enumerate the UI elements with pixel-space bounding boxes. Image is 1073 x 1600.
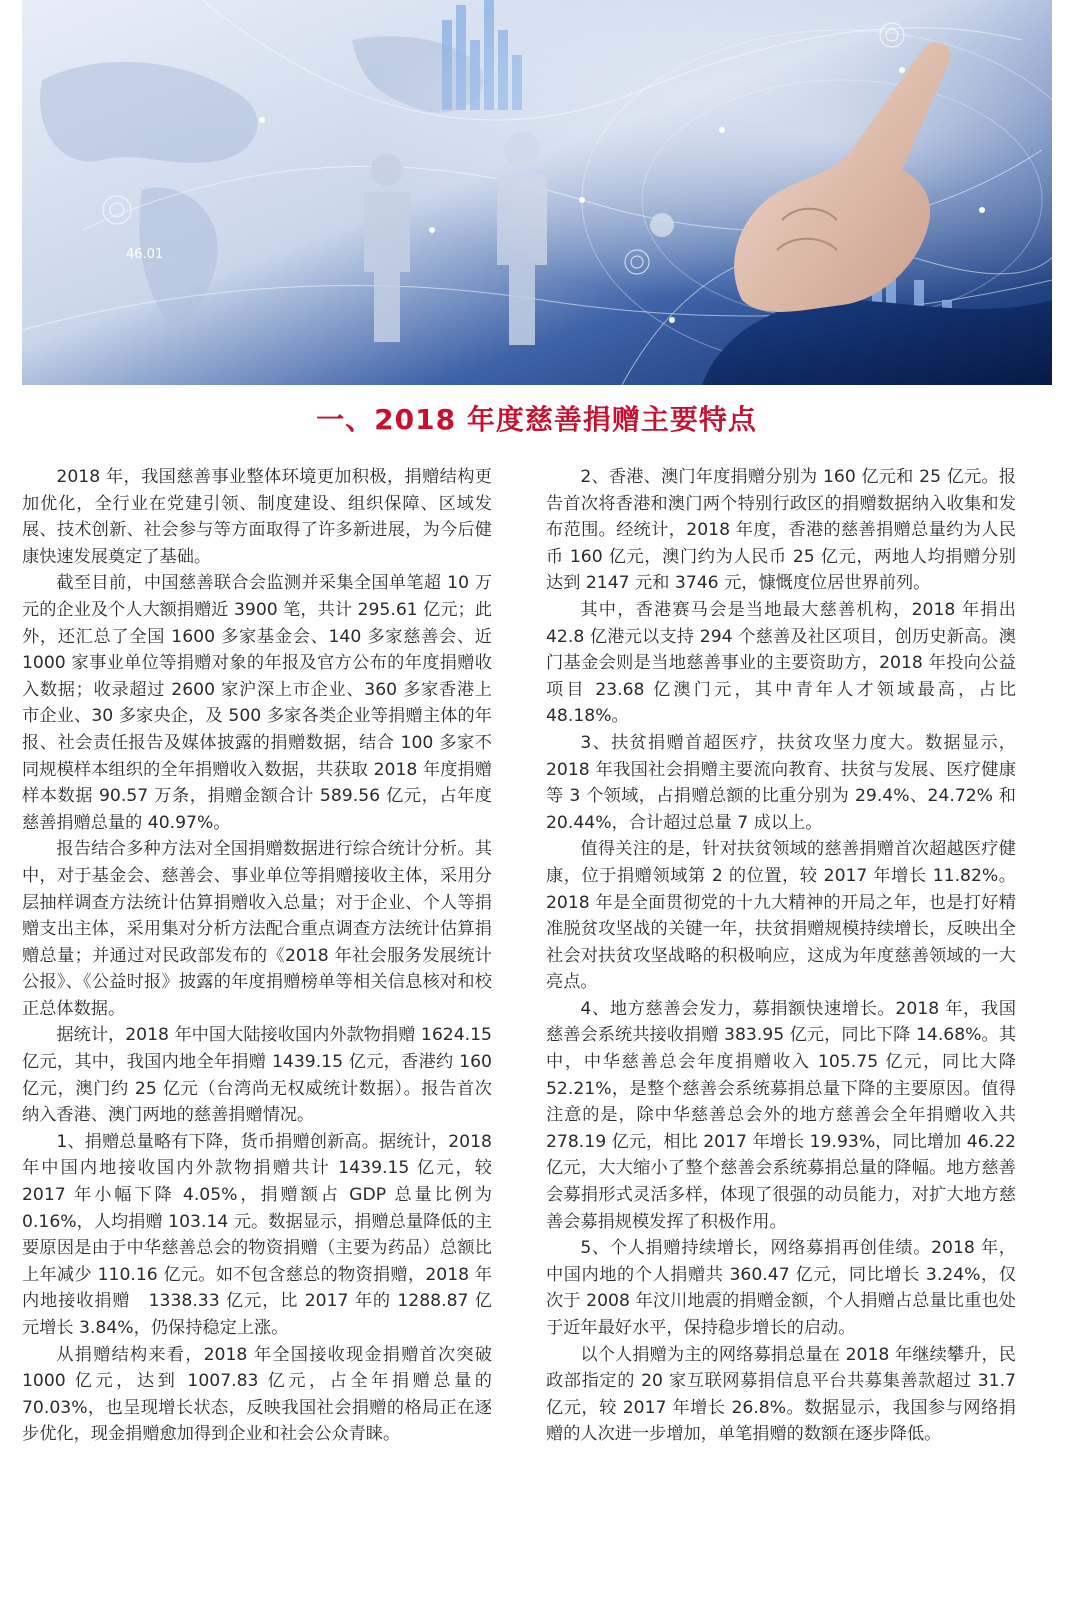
section-title: 一、2018 年度慈善捐赠主要特点 (316, 403, 757, 436)
hero-image (22, 0, 1052, 385)
hero-illustration (22, 0, 1052, 385)
paragraph: 1、捐赠总量略有下降，货币捐赠创新高。据统计，2018 年中国内地接收国内外款物捐赠共计 1439.15 亿元，较 2017 年小幅下降 4.05%，捐赠额占 GDP 总量比例为 0.16%，人均捐赠 103.14 元。数据显示，捐赠总量降低的主要原因是由于中华慈善总会的物资捐赠（主要为药品）总额比上年减少 110.16 亿元。如不包含慈总的物资捐赠，2018 年内地接收捐赠 1338.33 亿元，比 2017 年的 1288.87 亿元增长 3.84%，仍保持稳定上涨。 (22, 1131, 492, 1338)
paragraph: 报告结合多种方法对全国捐赠数据进行综合统计分析。其中，对于基金会、慈善会、事业单位等捐赠接收主体，采用分层抽样调查方法统计估算捐赠收入总量；对于企业、个人等捐赠支出主体，采用集对分析方法配合重点调查方法统计估算捐赠总量；并通过对民政部发布的《2018 年社会服务发展统计公报》、《公益时报》披露的年度捐赠榜单等相关信息核对和校正总体数据。 (22, 839, 492, 1019)
left-column (22, 464, 492, 1448)
paragraph: 截至目前，中国慈善联合会监测并采集全国单笔超 10 万元的企业及个人大额捐赠近 3900 笔，共计 295.61 亿元；此外，还汇总了全国 1600 多家基金会、140 多家慈善会、近 1000 家事业单位等捐赠对象的年报及官方公布的年度捐赠收入数据；收录超过 2600 家沪深上市企业、360 多家香港上市企业、30 多家央企，及 500 多家各类企业等捐赠主体的年报、社会责任报告及媒体披露的捐赠数据，结合 100 多家不同规模样本组织的全年捐赠收入数据，共获取 2018 年度捐赠样本数据 90.57 万条，捐赠金额合计 589.56 亿元，占年度慈善捐赠总量的 40.97%。 (22, 573, 492, 833)
paragraph: 其中，香港赛马会是当地最大慈善机构，2018 年捐出 42.8 亿港元以支持 294 个慈善及社区项目，创历史新高。澳门基金会则是当地慈善事业的主要资助方，2018 年投向公益项目 23.68 亿澳门元，其中青年人才领域最高，占比 48.18%。 (546, 599, 1016, 727)
paragraph: 2018 年，我国慈善事业整体环境更加积极，捐赠结构更加优化，全行业在党建引领、制度建设、组织保障、区域发展、技术创新、社会参与等方面取得了许多新进展，为今后健康快速发展奠定了基础。 (22, 467, 492, 567)
paragraph: 值得关注的是，针对扶贫领域的慈善捐赠首次超越医疗健康，位于捐赠领域第 2 的位置，较 2017 年增长 11.82%。2018 年是全面贯彻党的十九大精神的开局之年，也是打好精准脱贫攻坚战的关键一年，扶贫捐赠规模持续增长，反映出全社会对扶贫攻坚战略的积极响应，这成为年度慈善领域的一大亮点。 (546, 839, 1016, 993)
right-column (546, 464, 1016, 1448)
paragraph: 3、扶贫捐赠首超医疗，扶贫攻坚力度大。数据显示，2018 年我国社会捐赠主要流向教育、扶贫与发展、医疗健康等 3 个领域，占捐赠总额的比重分别为 29.4%、24.72% 和 20.44%，合计超过总量 7 成以上。 (546, 732, 1016, 833)
paragraph: 据统计，2018 年中国大陆接收国内外款物捐赠 1624.15 亿元，其中，我国内地全年捐赠 1439.15 亿元，香港约 160 亿元，澳门约 25 亿元（台湾尚无权威统计数据）。报告首次纳入香港、澳门两地的慈善捐赠情况。 (22, 1025, 492, 1126)
paragraph: 从捐赠结构来看，2018 年全国接收现金捐赠首次突破 1000 亿元，达到 1007.83 亿元，占全年捐赠总量的 70.03%，也呈现增长状态，反映我国社会捐赠的格局正在逐步优化，现金捐赠愈加得到企业和社会公众青睐。 (22, 1344, 492, 1445)
paragraph: 5、个人捐赠持续增长，网络募捐再创佳绩。2018 年，中国内地的个人捐赠共 360.47 亿元，同比增长 3.24%，仅次于 2008 年汶川地震的捐赠金额，个人捐赠占总量比重也处于近年最好水平，保持稳步增长的启动。 (546, 1238, 1016, 1338)
paragraph: 2、香港、澳门年度捐赠分别为 160 亿元和 25 亿元。报告首次将香港和澳门两个特别行政区的捐赠数据纳入收集和发布范围。经统计，2018 年度，香港的慈善捐赠总量约为人民币 160 亿元，澳门约为人民币 25 亿元，两地人均捐赠分别达到 2147 元和 3746 元，慷慨度位居世界前列。 (546, 467, 1016, 594)
paragraph: 以个人捐赠为主的网络募捐总量在 2018 年继续攀升，民政部指定的 20 家互联网募捐信息平台共募集善款超过 31.7 亿元，较 2017 年增长 26.8%。数据显示，我国参与网络捐赠的人次进一步增加，单笔捐赠的数额在逐步降低。 (546, 1344, 1016, 1445)
paragraph: 4、地方慈善会发力，募捐额快速增长。2018 年，我国慈善会系统共接收捐赠 383.95 亿元，同比下降 14.68%。其中，中华慈善总会年度捐赠收入 105.75 亿元，同比大降 52.21%，是整个慈善会系统募捐总量下降的主要原因。值得注意的是，除中华慈善总会外的地方慈善会全年捐赠收入共 278.19 亿元，相比 2017 年增长 19.93%，同比增加 46.22 亿元，大大缩小了整个慈善会系统募捐总量的降幅。地方慈善会募捐形式灵活多样，体现了很强的动员能力，对扩大地方慈善会募捐规模发挥了积极作用。 (546, 998, 1016, 1232)
